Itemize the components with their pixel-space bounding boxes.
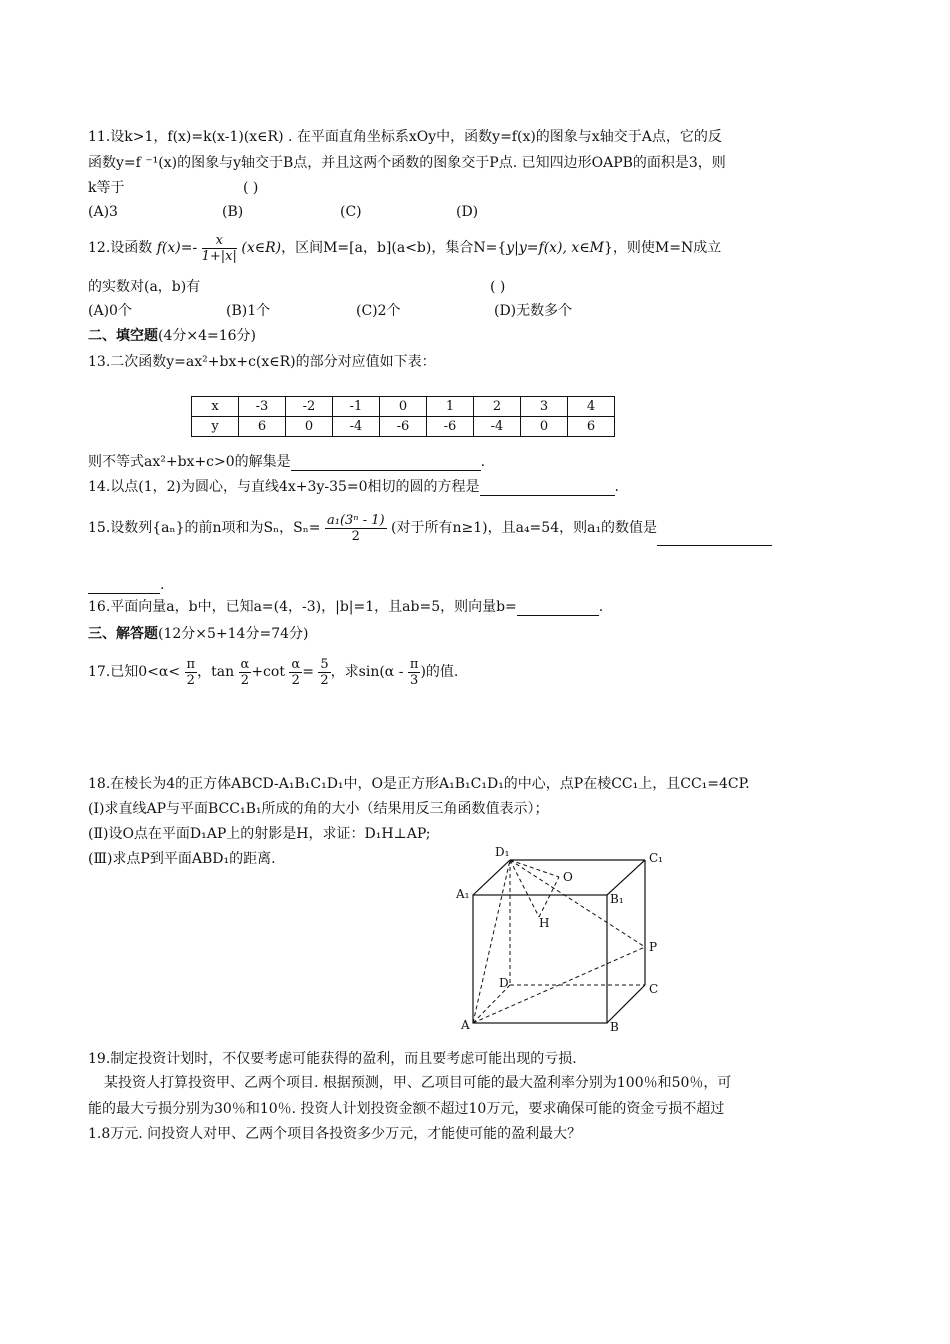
table-cell: -2 (286, 397, 333, 417)
table-cell: 2 (474, 397, 521, 417)
q17-p2: ，tan (197, 664, 235, 680)
q17-frac-den: 3 (410, 672, 419, 688)
q17-frac-a-2b (289, 657, 302, 688)
q17-p4: = (302, 664, 314, 680)
q12-fraction (202, 233, 237, 264)
table-cell: -4 (333, 417, 380, 437)
q16-answer-blank[interactable] (517, 615, 599, 616)
q13-stem: 13.二次函数y=ax²+bx+c(x∈R)的部分对应值如下表： (88, 354, 436, 370)
section-3-heading: 三、解答题 (88, 626, 158, 642)
table-cell: -1 (333, 397, 380, 417)
label-h: H (539, 916, 550, 930)
table-cell: 6 (568, 417, 615, 437)
q14-period: . (614, 479, 619, 495)
q11-option-c: (C) (340, 204, 362, 220)
label-d: D (499, 976, 509, 990)
cube-diagram (455, 845, 685, 1035)
line-d1p (510, 860, 645, 947)
line-oh (539, 877, 559, 917)
q11-line1: 11.设k>1，f(x)=k(x-1)(x∈R) . 在平面直角坐标系xOy中，函数y=f(x)的图象与x轴交于A点，它的反 (88, 129, 722, 145)
q15-period: . (160, 577, 165, 593)
q15-answer-blank-cont[interactable] (88, 593, 160, 594)
label-a: A (461, 1018, 470, 1032)
q17-p6: )的值. (420, 664, 459, 680)
label-b: B (610, 1020, 619, 1034)
q17-frac-num: α (240, 656, 250, 672)
q17-frac-num: π (409, 656, 419, 672)
label-b1: B₁ (610, 892, 624, 906)
table-cell: -4 (474, 417, 521, 437)
q12-option-b: (B)1个 (226, 303, 271, 319)
q12-option-c: (C)2个 (356, 303, 401, 319)
table-cell: -3 (239, 397, 286, 417)
q12-stem-end: 的实数对(a，b)有 (88, 279, 201, 295)
q14-line (88, 478, 619, 496)
q17-frac-den: 2 (186, 672, 195, 688)
q14-answer-blank[interactable] (480, 495, 615, 496)
table-cell: 0 (380, 397, 427, 417)
q11-option-a: (A)3 (88, 204, 118, 220)
table-cell: 0 (521, 417, 568, 437)
q11-option-b: (B) (222, 204, 244, 220)
label-p: P (649, 940, 658, 954)
q17-p1: 17.已知0<α< (88, 664, 181, 680)
q12-mid: ，区间M=[a，b](a<b)，集合N={ (281, 240, 507, 256)
q19-line1: 19.制定投资计划时，不仅要考虑可能获得的盈利，而且要考虑可能出现的亏损. (88, 1051, 577, 1067)
q19-line4: 1.8万元. 问投资人对甲、乙两个项目各投资多少万元，才能使可能的盈利最大？ (88, 1126, 582, 1142)
table-cell: -6 (427, 417, 474, 437)
q12-option-a: (A)0个 (88, 303, 132, 319)
edge-a1d1 (473, 860, 510, 895)
label-d1: D₁ (495, 845, 510, 859)
q11-answer-paren: ( ) (243, 180, 259, 196)
q17-frac-den: 2 (291, 672, 300, 688)
q15-suffix: (对于所有n≥1)，且a₄=54，则a₁的数值是 (391, 520, 658, 536)
label-c: C (649, 982, 659, 996)
q18-part3: (Ⅲ)求点P到平面ABD₁的距离. (88, 851, 276, 867)
q16-line (88, 598, 603, 616)
section-3-note: (12分×5+14分=74分) (158, 626, 309, 642)
section-fill-in-title (88, 327, 256, 345)
q17-frac-5-2 (318, 657, 330, 688)
line-d1h (510, 860, 539, 917)
table-cell: -6 (380, 417, 427, 437)
q15-line1 (88, 510, 772, 546)
q12-prefix: 12.设函数 (88, 240, 153, 256)
q17-frac-num: π (186, 656, 196, 672)
q14-stem: 14.以点(1，2)为圆心，与直线4x+3y-35=0相切的圆的方程是 (88, 479, 480, 495)
q19-line3: 能的最大亏损分别为30％和10％. 投资人计划投资金额不超过10万元，要求确保可能的资金亏损不超过 (88, 1101, 725, 1117)
table-cell: 6 (239, 417, 286, 437)
q18-part1: (Ⅰ)求直线AP与平面BCC₁B₁所成的角的大小（结果用反三角函数值表示）； (88, 801, 549, 817)
table-cell: x (192, 397, 239, 417)
table-cell: 3 (521, 397, 568, 417)
table-cell: 0 (286, 417, 333, 437)
edge-b1c1 (607, 860, 645, 895)
q19-line2: 某投资人打算投资甲、乙两个项目. 根据预测，甲、乙项目可能的最大盈利率分别为100％和50％，可 (104, 1075, 732, 1091)
q17-frac-num: 5 (320, 656, 329, 672)
q11-line2: 函数y=f ⁻¹(x)的图象与y轴交于B点，并且这两个函数的图象交于P点. 已知四边形OAPB的面积是3，则 (88, 155, 726, 171)
q16-stem: 16.平面向量a，b中，已知a=(4，-3)，|b|=1，且ab=5，则向量b= (88, 599, 517, 615)
q17-frac-pi-3 (408, 657, 421, 688)
section-2-heading: 二、填空题 (88, 328, 158, 344)
q11-stem-end: k等于 (88, 180, 125, 196)
q13-answer-blank[interactable] (291, 470, 481, 471)
line-ad1 (473, 860, 510, 1023)
q17-frac-den: 2 (320, 672, 329, 688)
q17-frac-pi-2 (185, 657, 198, 688)
q12-frac-num: x (202, 233, 237, 249)
q15-frac-den: 2 (351, 528, 360, 544)
q17-frac-den: 2 (240, 672, 250, 688)
table-row (192, 397, 615, 417)
q12-suffix: }，则使M=N成立 (604, 240, 722, 256)
label-c1: C₁ (649, 851, 663, 865)
q12-answer-paren: ( ) (490, 279, 506, 295)
q15-answer-blank[interactable] (657, 545, 772, 546)
q12-option-d: (D)无数多个 (494, 303, 573, 319)
q13-period: . (480, 454, 486, 470)
edge-bc (607, 985, 645, 1023)
q15-frac-num: a₁(3ⁿ - 1) (326, 512, 385, 528)
q15-line2 (88, 576, 164, 594)
table-cell: 4 (568, 397, 615, 417)
q12-domain: (x∈R) (241, 240, 282, 256)
q16-period: . (598, 599, 604, 615)
q13-value-table (191, 396, 615, 437)
q17-frac-num: α (291, 656, 301, 672)
q11-line3 (88, 179, 259, 197)
table-row (192, 417, 615, 437)
q12-line1 (88, 230, 721, 266)
q17-p5: ，求sin(α - (330, 664, 404, 680)
q17-line (88, 652, 458, 692)
table-cell: y (192, 417, 239, 437)
q15-fraction (325, 513, 387, 544)
q18-line1: 18.在棱长为4的正方体ABCD-A₁B₁C₁D₁中，O是正方形A₁B₁C₁D₁的中心，点P在棱CC₁上，且CC₁=4CP. (88, 776, 750, 792)
q13-question (88, 453, 485, 471)
q18-part2: (Ⅱ)设O点在平面D₁AP上的射影是H，求证：D₁H⊥AP; (88, 826, 431, 842)
q12-set: y|y=f(x), x∈M (506, 240, 605, 256)
q17-p3: +cot (251, 664, 285, 680)
q12-frac-den: 1+|x| (201, 248, 237, 264)
q17-frac-a-2 (239, 657, 252, 688)
section-2-note: (4分×4=16分) (158, 328, 257, 344)
edge-ad-hidden (473, 985, 510, 1023)
label-o: O (563, 870, 573, 884)
table-cell: 1 (427, 397, 474, 417)
q15-prefix: 15.设数列{aₙ}的前n项和为Sₙ，Sₙ= (88, 520, 321, 536)
q11-option-d: (D) (456, 204, 479, 220)
section-solve-title (88, 625, 308, 643)
q12-fx: f(x)=- (156, 240, 198, 256)
label-a1: A₁ (456, 887, 470, 901)
q13-ask: 则不等式ax²+bx+c>0的解集是 (88, 454, 291, 470)
q12-line2 (88, 278, 506, 296)
